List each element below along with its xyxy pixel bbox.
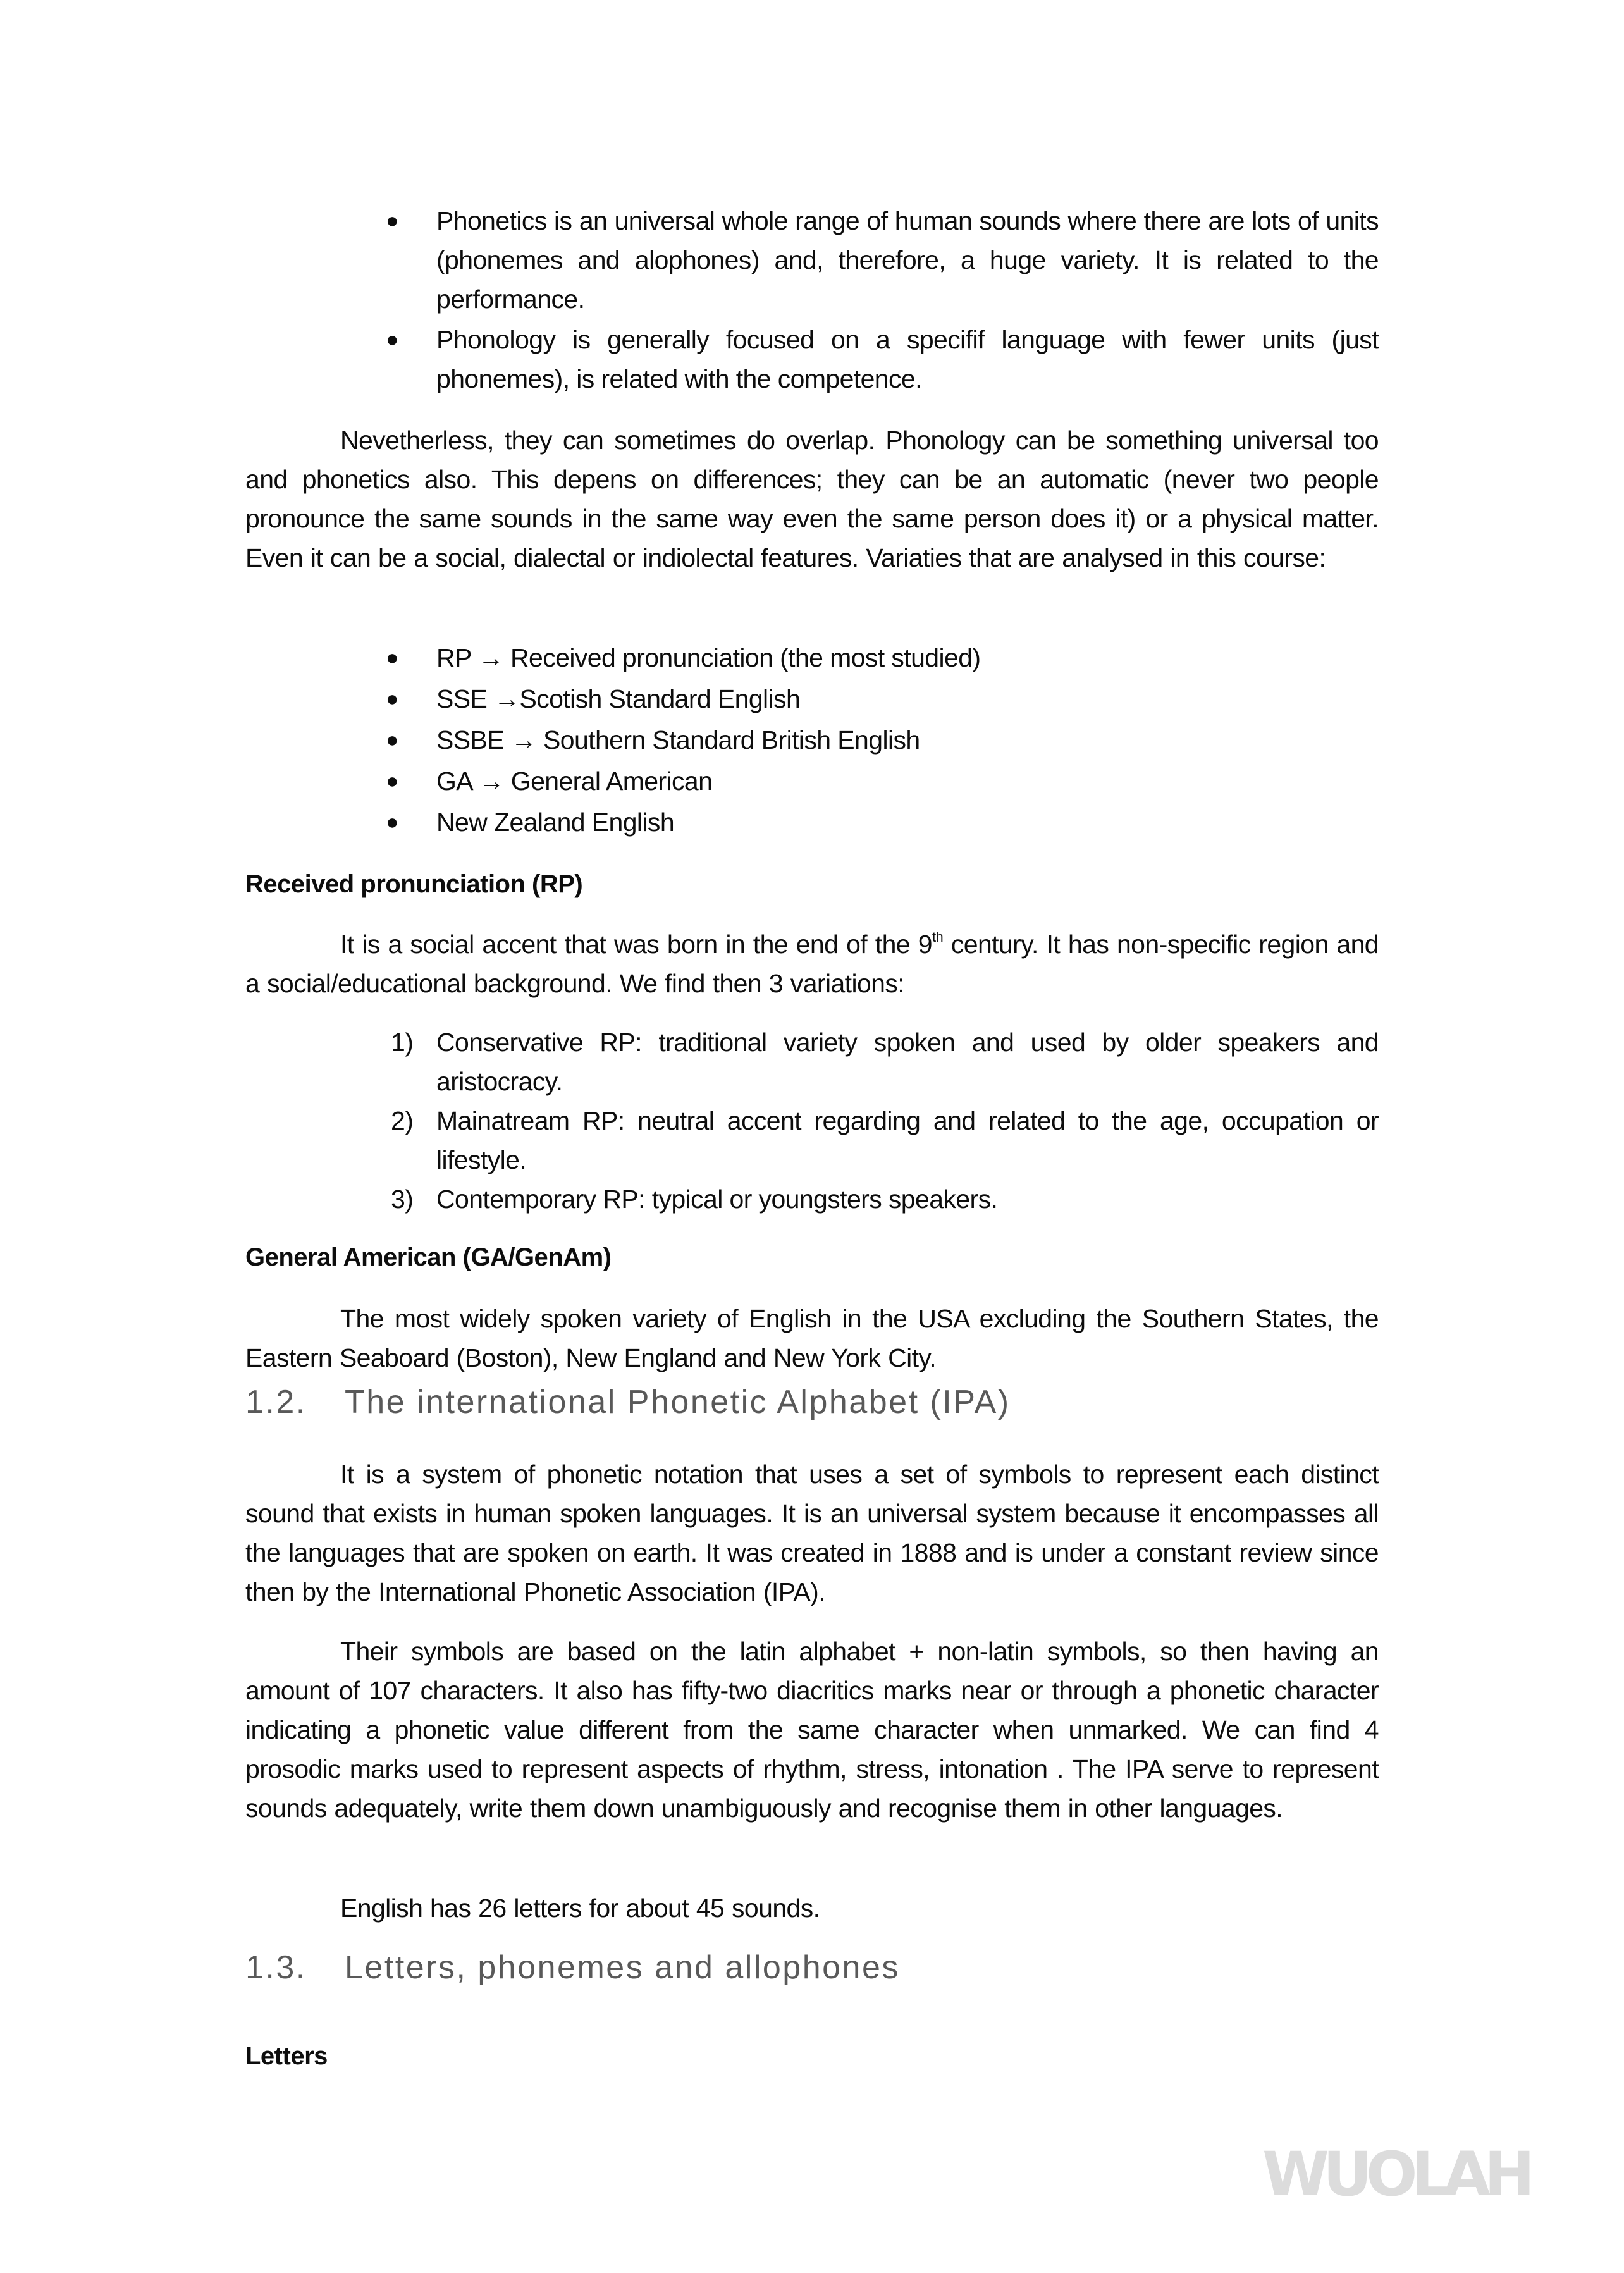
rp-paragraph-part2: century. It has non-specific region and a social/educational background. We find then 3 variations: (245, 930, 1379, 998)
section-heading-letters (245, 1945, 900, 1990)
variation-text: Mainatream RP: neutral accent regarding and related to the age, occupation or lifestyle. (436, 1106, 1379, 1174)
ordinal-suffix: th (932, 929, 944, 945)
ipa-paragraph-1: It is a system of phonetic notation that uses a set of symbols to represent each distinct sound that exists in human spoken languages. It is an universal system because it encompasses all the languages that are spoken on earth. It was created in 1888 and is under a constant review since then by the International Phonetic Association (IPA). (245, 1460, 1379, 1606)
bullet-text: Phonetics is an universal whole range of human sounds where there are lots of units (phonemes and alophones) and, therefore, a huge variety. It is related to the performance. (436, 206, 1379, 314)
section-title: Letters, phonemes and allophones (345, 1949, 900, 1986)
variation-text: Conservative RP: traditional variety spoken and used by older speakers and aristocracy. (436, 1028, 1379, 1096)
list-item (245, 720, 1379, 761)
rp-variations-list (245, 1023, 1379, 1219)
bullet-icon: ● (386, 769, 398, 793)
bullet-icon: ● (386, 209, 398, 233)
list-item (245, 320, 1379, 398)
list-item (245, 638, 1379, 679)
list-number: 1) (391, 1028, 414, 1057)
rp-paragraph (245, 925, 1379, 1003)
variety-abbr: RP (436, 643, 472, 672)
variation-text: Contemporary RP: typical or youngsters speakers. (436, 1185, 998, 1214)
variety-name: General American (510, 767, 713, 796)
ipa-paragraph-3: English has 26 letters for about 45 sounds. (340, 1894, 820, 1923)
arrow-right-icon: → (510, 725, 537, 755)
section-number: 1.2. (245, 1384, 307, 1420)
arrow-right-icon: → (477, 643, 504, 672)
section-title: The international Phonetic Alphabet (IPA) (345, 1384, 1011, 1420)
variety-abbr: GA (436, 767, 472, 796)
list-number: 3) (391, 1185, 414, 1214)
variety-name: Scotish Standard English (519, 684, 801, 713)
rp-heading: Received pronunciation (RP) (245, 870, 583, 898)
bullet-text: Phonology is generally focused on a specifif language with fewer units (just phonemes), is related with the competence. (436, 325, 1379, 393)
ipa-paragraph-2: Their symbols are based on the latin alphabet + non-latin symbols, so then having an amount of 107 characters. It also has fifty-two diacritics marks near or through a phonetic character indicating a phonetic value different from the same character when unmarked. We can find 4 prosodic marks used to represent aspects of rhythm, stress, intonation . The IPA serve to represent sounds adequately, write them down unambiguously and recognise them in other languages. (245, 1637, 1379, 1823)
list-item (245, 201, 1379, 319)
list-item (245, 1101, 1379, 1180)
ga-heading: General American (GA/GenAm) (245, 1243, 612, 1271)
variety-name: Received pronunciation (the most studied) (510, 643, 981, 672)
list-number: 2) (391, 1106, 414, 1135)
bullet-icon: ● (386, 810, 398, 834)
list-item (245, 802, 1379, 843)
bullet-icon: ● (386, 328, 398, 352)
arrow-right-icon: → (494, 684, 520, 713)
variety-name: Southern Standard British English (543, 725, 920, 755)
variety-name: New Zealand English (436, 808, 675, 837)
bullet-icon: ● (386, 646, 398, 670)
bullet-icon: ● (386, 728, 398, 752)
bullet-icon: ● (386, 687, 398, 711)
wuolah-watermark-logo: WUOLAH (1262, 2139, 1529, 2210)
rp-paragraph-part1: It is a social accent that was born in the end of the 9 (340, 930, 932, 959)
list-item (245, 679, 1379, 720)
ga-paragraph: The most widely spoken variety of English in the USA excluding the Southern States, the Eastern Seaboard (Boston), New England and New York City. (245, 1304, 1379, 1372)
variety-abbr: SSE (436, 684, 488, 713)
phonetics-phonology-bullets (245, 201, 1379, 398)
letters-heading: Letters (245, 2042, 328, 2070)
variety-abbr: SSBE (436, 725, 504, 755)
list-item (245, 1023, 1379, 1101)
arrow-right-icon: → (478, 767, 504, 796)
list-item (245, 761, 1379, 802)
varieties-list (245, 638, 1379, 843)
section-heading-ipa (245, 1380, 1011, 1424)
section-number: 1.3. (245, 1949, 307, 1986)
list-item (245, 1180, 1379, 1219)
overlap-paragraph: Nevetherless, they can sometimes do overlap. Phonology can be something universal too and phonetics also. This depens on differences; they can be an automatic (never two people pronounce the same sounds in the same way even the same person does it) or a physical matter. Even it can be a social, dialectal or indiolectal features. Variaties that are analysed in this course: (245, 426, 1379, 572)
